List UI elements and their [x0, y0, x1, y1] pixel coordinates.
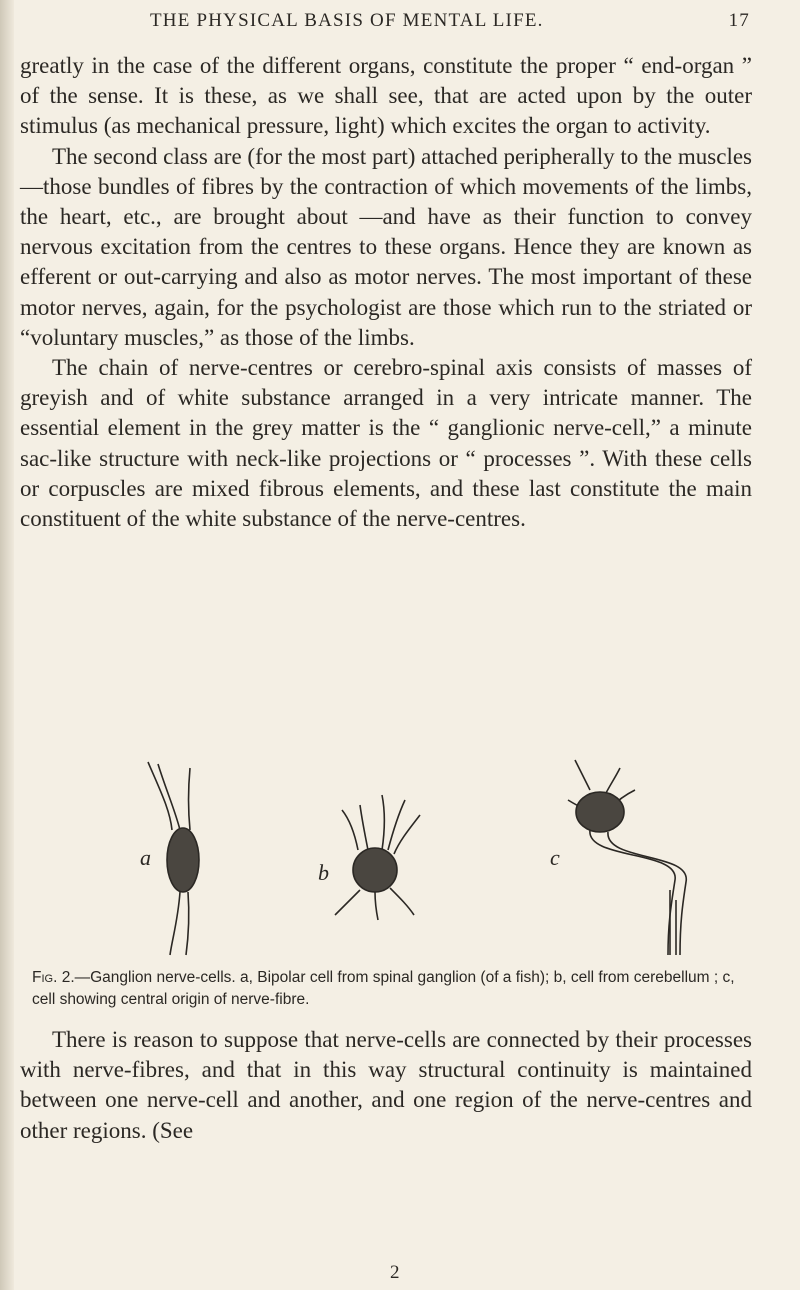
body-text-top [20, 51, 752, 534]
page-binding-edge [0, 0, 14, 1290]
cell-a-drawing [148, 762, 199, 955]
paragraph: The chain of nerve-centres or cerebro-spinal axis consists of masses of greyish and of white substance arranged in a very intricate manner. The essential element in the grey matter is the “ ganglionic nerve-cell,” a minute sac-like structure with neck-like projections or “ processes ”. With these cells or corpuscles are mixed fibrous elements, and these last constitute the main constituent of the white substance of the nerve-centres. [20, 355, 752, 532]
running-head-title: THE PHYSICAL BASIS OF MENTAL LIFE. [150, 10, 544, 31]
cell-b-drawing [335, 795, 420, 920]
figure-caption-text: —Ganglion nerve-cells. a, Bipolar cell from spinal ganglion (of a fish); b, cell from cerebellum ; c, cell showing central origin of nerve-fibre. [32, 969, 735, 1008]
paragraph: The second class are (for the most part) attached peripherally to the muscles—those bundles of fibres by the contraction of which movements of the limbs, the heart, etc., are brought about —and have as their function to convey nervous excitation from the centres to these organs. Hence they are known as efferent or out-carrying and also as motor nerves. The most important of these motor nerves, again, for the psychologist are those which run to the striated or “voluntary muscles,” as those of the limbs. [20, 143, 752, 350]
cell-c-drawing [568, 760, 686, 955]
paragraph: greatly in the case of the different organs, constitute the proper “ end-organ ” of the sense. It is these, as we shall see, that are acted upon by the outer stimulus (as mechanical pressure, light) which excites the organ to activity. [20, 53, 752, 139]
figure-label-c: c [550, 845, 560, 870]
figure-label-b: b [318, 860, 329, 885]
page-number: 17 [728, 10, 750, 31]
signature-mark: 2 [390, 1262, 400, 1283]
paragraph: There is reason to suppose that nerve-cells are connected by their processes with nerve-fibres, and that in this way structural continuity is maintained between one nerve-cell and another, and one region of the nerve-centres and other regions. (See [20, 1027, 752, 1143]
figure-label-a: a [140, 845, 151, 870]
figure-illustration [20, 750, 752, 960]
body-text-bottom [20, 1025, 752, 1146]
figure-caption [32, 967, 752, 1011]
figure-caption-number: Fig. 2. [32, 969, 75, 986]
